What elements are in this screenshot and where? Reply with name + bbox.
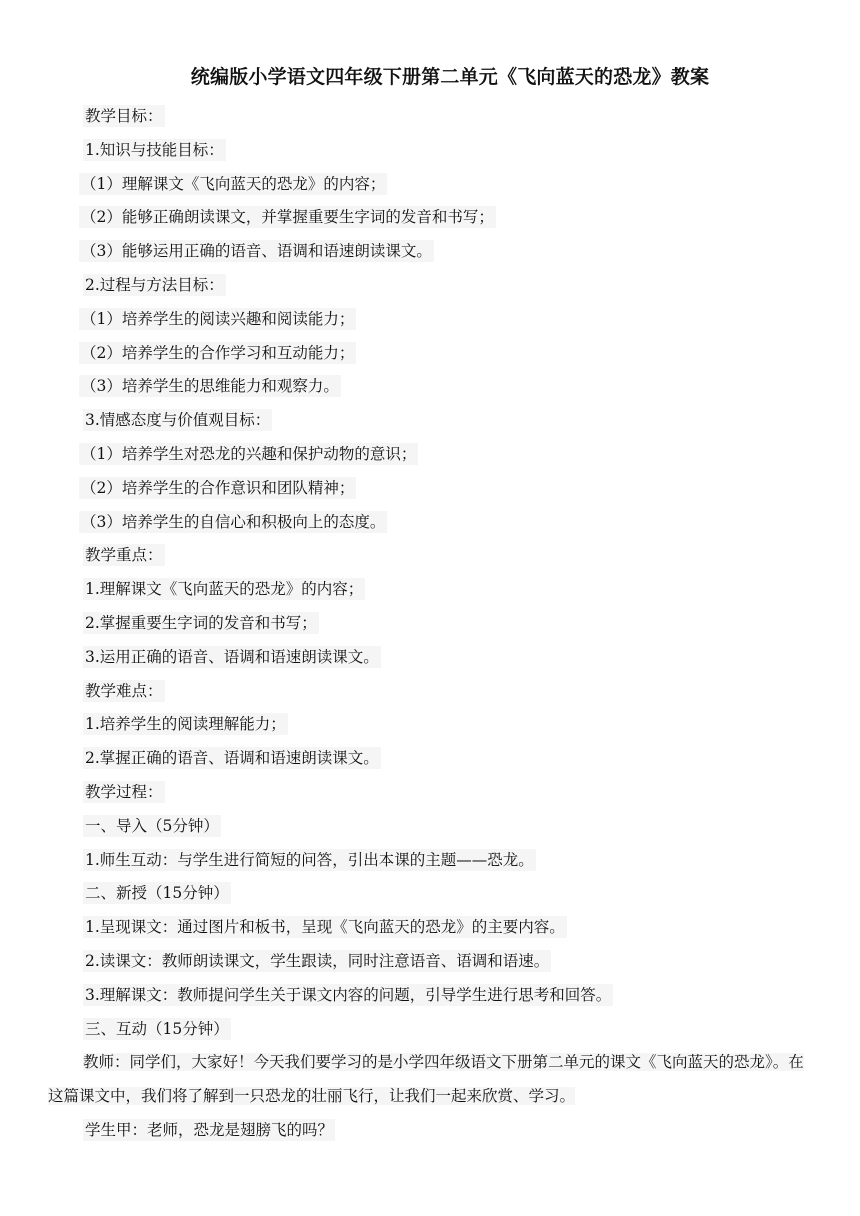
document-body: [48, 100, 818, 1148]
document-line-text: 教学过程：: [85, 782, 163, 801]
document-line-text: 3.情感态度与价值观目标：: [85, 411, 271, 430]
document-line: [48, 911, 818, 945]
document-line-text: 教学重点：: [85, 546, 163, 565]
document-line: [48, 235, 818, 269]
document-line-text: 3.理解课文：教师提问学生关于课文内容的问题，引导学生进行思考和回答。: [85, 985, 612, 1004]
teacher-paragraph: [48, 1046, 818, 1114]
document-title: 统编版小学语文四年级下册第二单元《飞向蓝天的恐龙》教案: [190, 66, 710, 88]
document-line: [48, 877, 818, 911]
document-line-text: （1）培养学生的阅读兴趣和阅读能力；: [81, 309, 355, 328]
document-line: [48, 168, 818, 202]
document-line-text: （3）能够运用正确的语音、语调和语速朗读课文。: [81, 242, 432, 261]
student-line: [48, 1114, 818, 1148]
document-line-text: 二、新授（15分钟）: [85, 884, 229, 903]
student-line-text: 学生甲：老师，恐龙是翅膀飞的吗？: [85, 1120, 334, 1139]
document-line: [48, 201, 818, 235]
document-line: [48, 506, 818, 540]
document-line: [48, 404, 818, 438]
document-line-text: 3.运用正确的语音、语调和语速朗读课文。: [85, 647, 379, 666]
document-line: [48, 844, 818, 878]
document-line: [48, 438, 818, 472]
document-line-text: 教学目标：: [85, 107, 163, 125]
document-line-text: 教学难点：: [85, 681, 163, 700]
document-line: [48, 573, 818, 607]
document-line-text: （2）培养学生的合作意识和团队精神；: [81, 478, 355, 497]
paragraph-text: 教师：同学们，大家好！今天我们要学习的是小学四年级语文下册第二单元的课文《飞向蓝天的恐龙》。在这篇课文中，我们将了解到一只恐龙的壮丽飞行，让我们一起来欣赏、学习。: [48, 1053, 804, 1106]
document-line-text: 1.知识与技能目标：: [85, 140, 224, 159]
document-line: [48, 303, 818, 337]
document-line: [48, 134, 818, 168]
document-line: [48, 1013, 818, 1047]
document-line: [48, 472, 818, 506]
document-line-text: 2.掌握正确的语音、语调和语速朗读课文。: [85, 749, 379, 768]
document-line-text: （2）能够正确朗读课文，并掌握重要生字词的发音和书写；: [81, 208, 494, 227]
document-line-text: 2.掌握重要生字词的发音和书写；: [85, 613, 317, 632]
document-line-text: 一、导入（5分钟）: [85, 816, 219, 835]
document-line-text: 1.理解课文《飞向蓝天的恐龙》的内容；: [85, 580, 364, 599]
document-line-text: （3）培养学生的自信心和积极向上的态度。: [81, 512, 386, 531]
document-line: [48, 100, 818, 134]
document-line-text: （1）培养学生对恐龙的兴趣和保护动物的意识；: [81, 444, 417, 463]
document-line: [48, 269, 818, 303]
document-line: [48, 370, 818, 404]
document-line: [48, 810, 818, 844]
document-line-text: 1.培养学生的阅读理解能力；: [85, 715, 286, 734]
document-line: [48, 675, 818, 709]
document-line: [48, 607, 818, 641]
document-line-text: （3）培养学生的思维能力和观察力。: [81, 377, 339, 396]
document-line: [48, 776, 818, 810]
document-line: [48, 979, 818, 1013]
document-line: [48, 945, 818, 979]
document-line: [48, 337, 818, 371]
document-line: [48, 641, 818, 675]
document-line-text: 2.过程与方法目标：: [85, 275, 224, 294]
document-line: [48, 539, 818, 573]
document-line: [48, 708, 818, 742]
line-list: [48, 100, 818, 1046]
document-line-text: 1.师生互动：与学生进行简短的问答，引出本课的主题——恐龙。: [85, 850, 534, 869]
document-line-text: 2.读课文：教师朗读课文，学生跟读，同时注意语音、语调和语速。: [85, 951, 550, 970]
document-line-text: 三、互动（15分钟）: [85, 1019, 229, 1038]
document-line: [48, 742, 818, 776]
document-line-text: 1.呈现课文：通过图片和板书，呈现《飞向蓝天的恐龙》的主要内容。: [85, 918, 565, 937]
document-line-text: （2）培养学生的合作学习和互动能力；: [81, 343, 355, 362]
document-line-text: （1）理解课文《飞向蓝天的恐龙》的内容；: [81, 174, 386, 193]
